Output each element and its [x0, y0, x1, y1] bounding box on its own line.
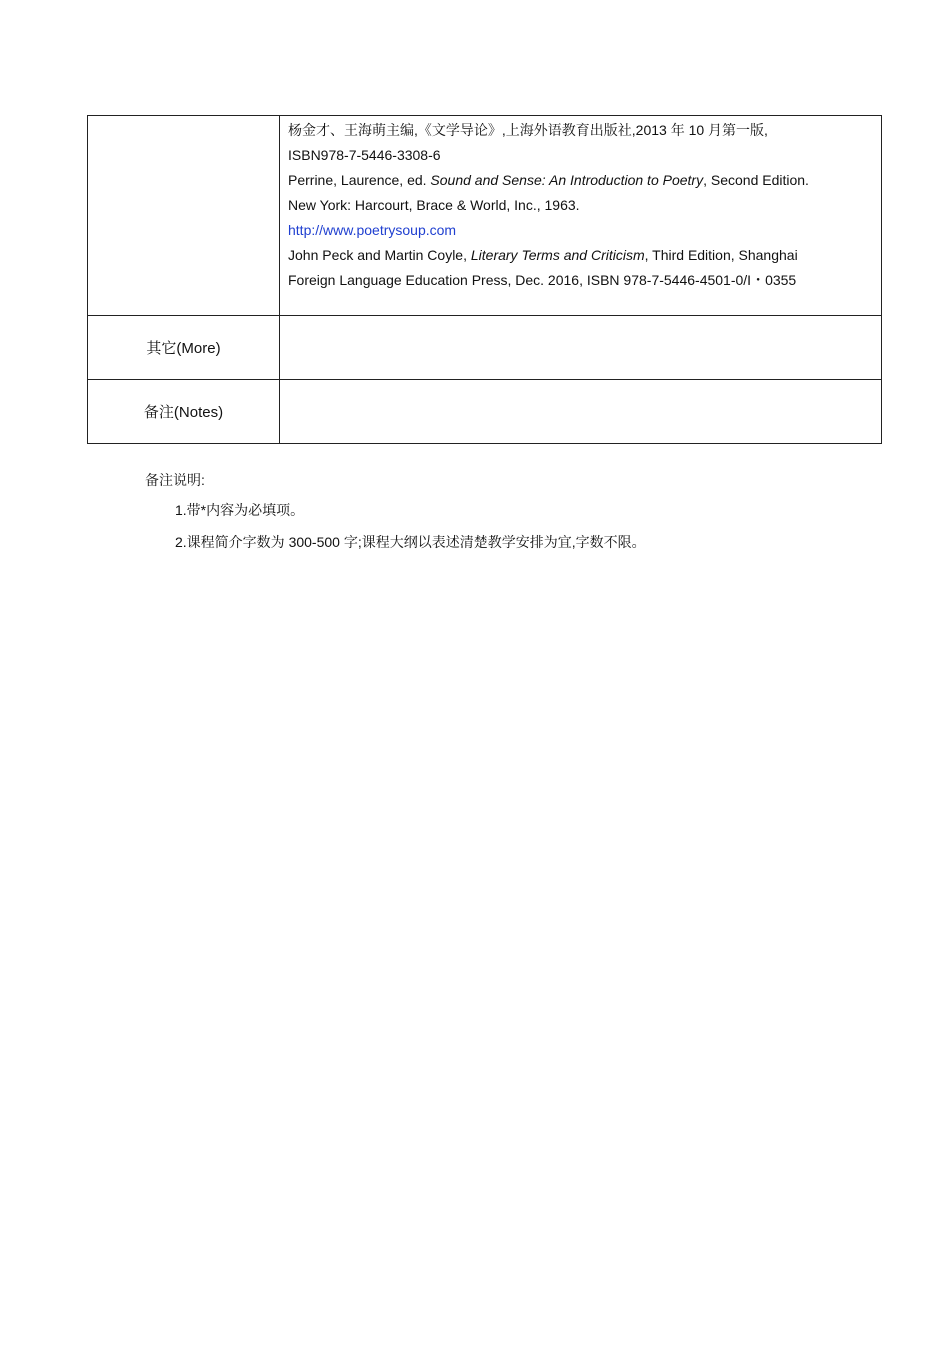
- notes-row: [88, 380, 882, 444]
- poetrysoup-link[interactable]: http://www.poetrysoup.com: [288, 222, 457, 238]
- notes-label: 备注(Notes): [88, 380, 280, 444]
- reference-isbn: ISBN978-7-5446-3308-6: [288, 147, 441, 163]
- more-value: [280, 316, 882, 380]
- reference-peck-publisher: Foreign Language Education Press, Dec. 2016, ISBN 978-7-5446-4501-0/I・0355: [288, 272, 797, 288]
- reference-publisher: New York: Harcourt, Brace & World, Inc., 1963.: [288, 197, 580, 213]
- footnotes-title: 备注说明:: [145, 472, 205, 488]
- perrine-prefix: Perrine, Laurence, ed.: [288, 172, 431, 188]
- footnote-item-required: 1.带*内容为必填项。: [175, 502, 305, 518]
- peck-title: Literary Terms and Criticism: [470, 247, 645, 263]
- reference-peck: [288, 243, 873, 268]
- reference-perrine: [288, 168, 873, 193]
- course-info-table: [87, 115, 882, 444]
- reference-line: 杨金才、王海萌主编,《文学导论》,上海外语教育出版社,2013 年 10 月第一版,: [288, 122, 768, 138]
- footnote-item-wordcount: 2.课程简介字数为 300-500 字;课程大纲以表述清楚教学安排为宜,字数不限。: [175, 534, 646, 550]
- more-row: [88, 316, 882, 380]
- references-row: [88, 116, 882, 316]
- references-label-cell: [88, 116, 280, 316]
- references-cell: [280, 116, 882, 316]
- perrine-title: Sound and Sense: An Introduction to Poetry: [430, 172, 704, 188]
- peck-prefix: John Peck and Martin Coyle,: [288, 247, 471, 263]
- notes-value: [280, 380, 882, 444]
- reference-url-line: [288, 218, 873, 243]
- more-label: 其它(More): [88, 316, 280, 380]
- perrine-suffix: , Second Edition.: [703, 172, 809, 188]
- peck-suffix: , Third Edition, Shanghai: [644, 247, 798, 263]
- footnotes-block: [145, 470, 845, 564]
